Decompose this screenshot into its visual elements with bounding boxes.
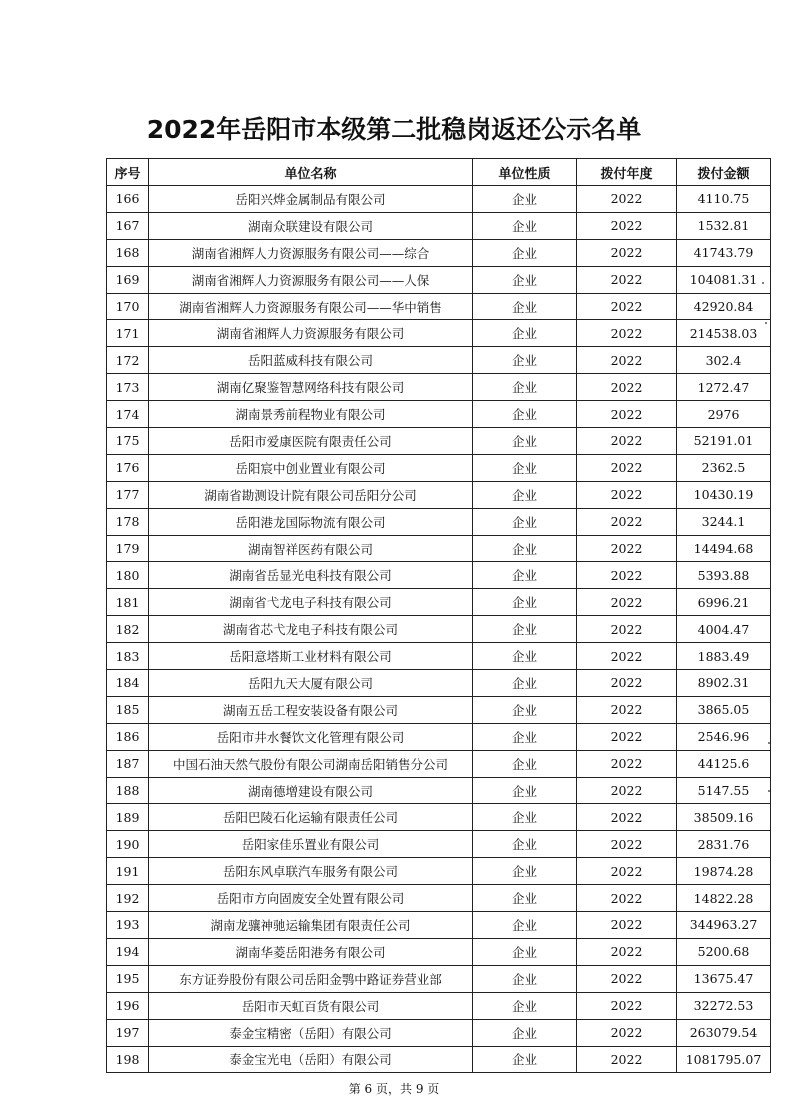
cell-amount: 19874.28 <box>677 858 771 885</box>
cell-year: 2022 <box>577 992 677 1019</box>
table-row <box>107 992 771 1019</box>
cell-type: 企业 <box>473 804 577 831</box>
page-footer: 第 6 页，共 9 页 <box>348 1082 440 1096</box>
cell-year: 2022 <box>577 508 677 535</box>
cell-year: 2022 <box>577 320 677 347</box>
cell-seq: 188 <box>107 777 149 804</box>
cell-seq: 194 <box>107 938 149 965</box>
cell-seq: 181 <box>107 589 149 616</box>
table-row <box>107 320 771 347</box>
table-row <box>107 401 771 428</box>
cell-type: 企业 <box>473 481 577 508</box>
cell-amount: 52191.01 <box>677 428 771 455</box>
cell-type: 企业 <box>473 616 577 643</box>
cell-year: 2022 <box>577 858 677 885</box>
cell-type: 企业 <box>473 696 577 723</box>
header-name: 单位名称 <box>149 159 473 186</box>
cell-amount: 4004.47 <box>677 616 771 643</box>
cell-seq: 169 <box>107 266 149 293</box>
cell-amount: 3244.1 <box>677 508 771 535</box>
table-row <box>107 1046 771 1073</box>
cell-type: 企业 <box>473 938 577 965</box>
cell-name: 岳阳市井水餐饮文化管理有限公司 <box>149 723 473 750</box>
cell-year: 2022 <box>577 831 677 858</box>
cell-type: 企业 <box>473 912 577 939</box>
cell-amount: 1272.47 <box>677 374 771 401</box>
cell-name: 泰金宝光电（岳阳）有限公司 <box>149 1046 473 1073</box>
cell-seq: 167 <box>107 212 149 239</box>
cell-type: 企业 <box>473 643 577 670</box>
cell-name: 岳阳市爱康医院有限责任公司 <box>149 428 473 455</box>
cell-seq: 179 <box>107 535 149 562</box>
cell-amount: 302.4 <box>677 347 771 374</box>
cell-type: 企业 <box>473 589 577 616</box>
cell-name: 湖南华菱岳阳港务有限公司 <box>149 938 473 965</box>
cell-amount: 8902.31 <box>677 670 771 697</box>
cell-amount: 104081.31 <box>677 266 771 293</box>
cell-name: 湖南省芯弋龙电子科技有限公司 <box>149 616 473 643</box>
cell-seq: 195 <box>107 965 149 992</box>
cell-name: 泰金宝精密（岳阳）有限公司 <box>149 1019 473 1046</box>
cell-name: 岳阳家佳乐置业有限公司 <box>149 831 473 858</box>
cell-name: 湖南德增建设有限公司 <box>149 777 473 804</box>
cell-name: 中国石油天然气股份有限公司湖南岳阳销售分公司 <box>149 750 473 777</box>
cell-seq: 186 <box>107 723 149 750</box>
cell-year: 2022 <box>577 912 677 939</box>
cell-seq: 174 <box>107 401 149 428</box>
cell-amount: 4110.75 <box>677 186 771 213</box>
cell-year: 2022 <box>577 239 677 266</box>
cell-year: 2022 <box>577 481 677 508</box>
cell-year: 2022 <box>577 616 677 643</box>
table-row <box>107 938 771 965</box>
cell-year: 2022 <box>577 750 677 777</box>
cell-year: 2022 <box>577 266 677 293</box>
cell-seq: 198 <box>107 1046 149 1073</box>
cell-year: 2022 <box>577 589 677 616</box>
table-row <box>107 696 771 723</box>
cell-seq: 176 <box>107 454 149 481</box>
cell-year: 2022 <box>577 293 677 320</box>
cell-amount: 44125.6 <box>677 750 771 777</box>
header-seq: 序号 <box>107 159 149 186</box>
table-row <box>107 535 771 562</box>
cell-year: 2022 <box>577 535 677 562</box>
cell-type: 企业 <box>473 239 577 266</box>
table-row <box>107 1019 771 1046</box>
cell-type: 企业 <box>473 186 577 213</box>
cell-type: 企业 <box>473 723 577 750</box>
cell-amount: 5393.88 <box>677 562 771 589</box>
table-row <box>107 589 771 616</box>
cell-type: 企业 <box>473 777 577 804</box>
cell-name: 湖南众联建设有限公司 <box>149 212 473 239</box>
table-row <box>107 347 771 374</box>
cell-name: 岳阳兴烨金属制品有限公司 <box>149 186 473 213</box>
cell-amount: 5200.68 <box>677 938 771 965</box>
cell-type: 企业 <box>473 454 577 481</box>
cell-type: 企业 <box>473 535 577 562</box>
cell-year: 2022 <box>577 1019 677 1046</box>
cell-amount: 42920.84 <box>677 293 771 320</box>
scan-speck <box>762 282 764 284</box>
cell-seq: 182 <box>107 616 149 643</box>
table-row <box>107 643 771 670</box>
cell-year: 2022 <box>577 723 677 750</box>
cell-name: 湖南五岳工程安装设备有限公司 <box>149 696 473 723</box>
cell-amount: 2976 <box>677 401 771 428</box>
cell-seq: 172 <box>107 347 149 374</box>
table-row <box>107 670 771 697</box>
cell-year: 2022 <box>577 428 677 455</box>
table-row <box>107 750 771 777</box>
cell-name: 湖南省湘辉人力资源服务有限公司——综合 <box>149 239 473 266</box>
cell-name: 岳阳市方向固废安全处置有限公司 <box>149 885 473 912</box>
cell-name: 岳阳宸中创业置业有限公司 <box>149 454 473 481</box>
cell-type: 企业 <box>473 401 577 428</box>
cell-year: 2022 <box>577 885 677 912</box>
table-row <box>107 374 771 401</box>
scan-speck <box>768 742 770 744</box>
cell-seq: 185 <box>107 696 149 723</box>
cell-year: 2022 <box>577 965 677 992</box>
cell-year: 2022 <box>577 670 677 697</box>
cell-seq: 166 <box>107 186 149 213</box>
table-row <box>107 428 771 455</box>
cell-amount: 14494.68 <box>677 535 771 562</box>
header-year: 拨付年度 <box>577 159 677 186</box>
cell-type: 企业 <box>473 992 577 1019</box>
cell-year: 2022 <box>577 454 677 481</box>
cell-year: 2022 <box>577 804 677 831</box>
cell-seq: 196 <box>107 992 149 1019</box>
cell-type: 企业 <box>473 374 577 401</box>
cell-type: 企业 <box>473 858 577 885</box>
cell-amount: 2546.96 <box>677 723 771 750</box>
cell-amount: 1883.49 <box>677 643 771 670</box>
subsidy-table <box>106 158 771 1073</box>
cell-seq: 183 <box>107 643 149 670</box>
cell-name: 湖南省湘辉人力资源服务有限公司——华中销售 <box>149 293 473 320</box>
cell-type: 企业 <box>473 670 577 697</box>
cell-type: 企业 <box>473 965 577 992</box>
cell-type: 企业 <box>473 266 577 293</box>
table-row <box>107 562 771 589</box>
cell-seq: 187 <box>107 750 149 777</box>
cell-type: 企业 <box>473 831 577 858</box>
table-row <box>107 266 771 293</box>
cell-name: 岳阳港龙国际物流有限公司 <box>149 508 473 535</box>
cell-name: 岳阳蓝威科技有限公司 <box>149 347 473 374</box>
cell-name: 东方证券股份有限公司岳阳金鹗中路证券营业部 <box>149 965 473 992</box>
cell-amount: 344963.27 <box>677 912 771 939</box>
scan-speck <box>768 790 770 792</box>
cell-amount: 3865.05 <box>677 696 771 723</box>
cell-year: 2022 <box>577 777 677 804</box>
cell-seq: 177 <box>107 481 149 508</box>
cell-amount: 38509.16 <box>677 804 771 831</box>
cell-seq: 189 <box>107 804 149 831</box>
cell-amount: 214538.03 <box>677 320 771 347</box>
cell-name: 湖南省湘辉人力资源服务有限公司——人保 <box>149 266 473 293</box>
scan-speck <box>765 322 767 324</box>
cell-name: 岳阳东风卓联汽车服务有限公司 <box>149 858 473 885</box>
table-row <box>107 508 771 535</box>
table-row <box>107 239 771 266</box>
cell-seq: 175 <box>107 428 149 455</box>
header-type: 单位性质 <box>473 159 577 186</box>
cell-seq: 184 <box>107 670 149 697</box>
cell-amount: 2831.76 <box>677 831 771 858</box>
cell-amount: 263079.54 <box>677 1019 771 1046</box>
cell-type: 企业 <box>473 508 577 535</box>
cell-name: 湖南省湘辉人力资源服务有限公司 <box>149 320 473 347</box>
cell-amount: 41743.79 <box>677 239 771 266</box>
cell-type: 企业 <box>473 750 577 777</box>
cell-year: 2022 <box>577 643 677 670</box>
cell-seq: 168 <box>107 239 149 266</box>
cell-amount: 1081795.07 <box>677 1046 771 1073</box>
cell-type: 企业 <box>473 428 577 455</box>
cell-name: 湖南亿聚鉴智慧网络科技有限公司 <box>149 374 473 401</box>
cell-name: 岳阳市天虹百货有限公司 <box>149 992 473 1019</box>
cell-name: 岳阳意塔斯工业材料有限公司 <box>149 643 473 670</box>
cell-type: 企业 <box>473 1019 577 1046</box>
cell-type: 企业 <box>473 885 577 912</box>
cell-name: 岳阳九天大厦有限公司 <box>149 670 473 697</box>
cell-amount: 1532.81 <box>677 212 771 239</box>
cell-type: 企业 <box>473 347 577 374</box>
cell-name: 湖南省岳显光电科技有限公司 <box>149 562 473 589</box>
table-row <box>107 212 771 239</box>
table-row <box>107 858 771 885</box>
cell-name: 湖南景秀前程物业有限公司 <box>149 401 473 428</box>
table-row <box>107 186 771 213</box>
table-row <box>107 481 771 508</box>
table-row <box>107 293 771 320</box>
cell-name: 岳阳巴陵石化运输有限责任公司 <box>149 804 473 831</box>
cell-seq: 180 <box>107 562 149 589</box>
cell-seq: 197 <box>107 1019 149 1046</box>
table-row <box>107 912 771 939</box>
cell-amount: 14822.28 <box>677 885 771 912</box>
cell-type: 企业 <box>473 562 577 589</box>
cell-amount: 10430.19 <box>677 481 771 508</box>
cell-amount: 13675.47 <box>677 965 771 992</box>
table-row <box>107 777 771 804</box>
cell-amount: 5147.55 <box>677 777 771 804</box>
cell-seq: 173 <box>107 374 149 401</box>
table-row <box>107 723 771 750</box>
table-row <box>107 616 771 643</box>
cell-seq: 190 <box>107 831 149 858</box>
table-row <box>107 454 771 481</box>
table-row <box>107 965 771 992</box>
cell-amount: 2362.5 <box>677 454 771 481</box>
cell-name: 湖南省勘测设计院有限公司岳阳分公司 <box>149 481 473 508</box>
cell-name: 湖南龙骧神驰运输集团有限责任公司 <box>149 912 473 939</box>
cell-type: 企业 <box>473 320 577 347</box>
cell-year: 2022 <box>577 562 677 589</box>
header-amount: 拨付金额 <box>677 159 771 186</box>
cell-type: 企业 <box>473 1046 577 1073</box>
cell-year: 2022 <box>577 401 677 428</box>
cell-amount: 32272.53 <box>677 992 771 1019</box>
cell-type: 企业 <box>473 293 577 320</box>
cell-year: 2022 <box>577 212 677 239</box>
cell-seq: 170 <box>107 293 149 320</box>
cell-year: 2022 <box>577 374 677 401</box>
cell-seq: 192 <box>107 885 149 912</box>
cell-year: 2022 <box>577 186 677 213</box>
cell-year: 2022 <box>577 1046 677 1073</box>
cell-amount: 6996.21 <box>677 589 771 616</box>
cell-name: 湖南智祥医药有限公司 <box>149 535 473 562</box>
page-title: 2022年岳阳市本级第二批稳岗返还公示名单 <box>146 115 642 144</box>
table-row <box>107 831 771 858</box>
cell-seq: 178 <box>107 508 149 535</box>
cell-seq: 171 <box>107 320 149 347</box>
cell-year: 2022 <box>577 347 677 374</box>
cell-seq: 193 <box>107 912 149 939</box>
cell-name: 湖南省弋龙电子科技有限公司 <box>149 589 473 616</box>
cell-year: 2022 <box>577 696 677 723</box>
cell-seq: 191 <box>107 858 149 885</box>
table-row <box>107 885 771 912</box>
cell-type: 企业 <box>473 212 577 239</box>
table-row <box>107 804 771 831</box>
table-header-row <box>107 159 771 186</box>
cell-year: 2022 <box>577 938 677 965</box>
